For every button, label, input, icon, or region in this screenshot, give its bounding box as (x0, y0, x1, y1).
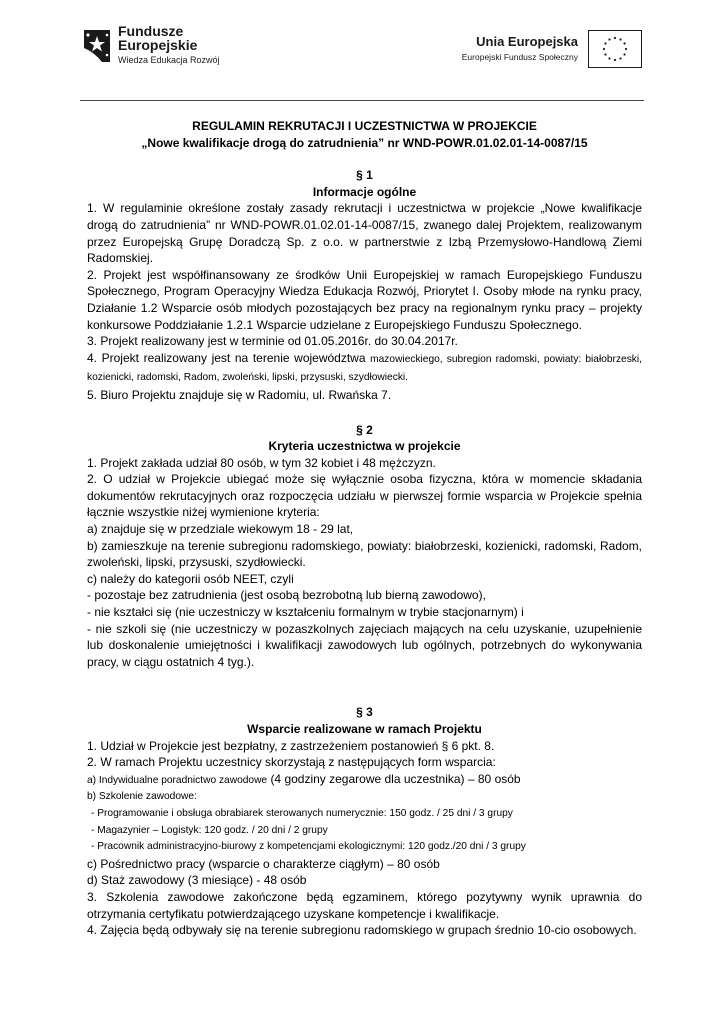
eu-star-icon (608, 38, 610, 40)
fe-logo-line3: Wiedza Edukacja Rozwój (118, 55, 220, 65)
eu-star-icon (623, 53, 625, 55)
section-2-item-c3: - nie szkoli się (nie uczestniczy w pozaszkolnych zajęciach mających na celu uzyskanie, uzupełnienie lub doskonalenie umiejętności i kwalifikacji zawodowych lub ogólnych, potrzebnych do wykonywania pracy, w ciągu ostatnich 4 tyg.). (87, 621, 642, 669)
section-1-paragraph-3: 3. Projekt realizowany jest w terminie od 01.05.2016r. do 30.04.2017r. (87, 334, 458, 349)
eu-star-icon (603, 48, 605, 50)
eu-star-icon (604, 42, 606, 44)
section-1-number: § 1 (356, 168, 373, 183)
document-title: REGULAMIN REKRUTACJI I UCZESTNICTWA W PROJEKCIE (192, 119, 537, 133)
section-3-item-b1: - Programowanie i obsługa obrabiarek sterowanych numerycznie: 150 godz. / 25 dni / 3 grupy (91, 807, 513, 819)
section-1-paragraph-1: 1. W regulaminie określone zostały zasady rekrutacji i uczestnictwa w projekcie „Nowe kwalifikacje drogą do zatrudnienia” nr WND-POWR.01.02.01-14-0087/15, zwanego dalej Projektem, realizowanym przez Europejską Grupę Doradczą Sp. z o.o. w partnerstwie z Izbą Przemysłowo-Handlową Ziemi Radomskiej. (87, 201, 642, 266)
section-2-item-b: b) zamieszkuje na terenie subregionu radomskiego, powiaty: białobrzeski, kozienicki, radomski, Radom, zwoleński, lipski, przysuski, szydłowiecki. (87, 538, 642, 570)
section-3-paragraph-2: 2. W ramach Projektu uczestnicy skorzystają z następujących form wsparcia: (87, 755, 496, 770)
section-1-title: Informacje ogólne (312, 184, 417, 199)
section-1-paragraph-5: 5. Biuro Projektu znajduje się w Radomiu, ul. Rwańska 7. (87, 387, 392, 402)
document-body (87, 118, 642, 939)
section-3-item-b2: - Magazynier – Logistyk: 120 godz. / 20 dni / 2 grupy (91, 824, 328, 836)
eu-flag-icon (588, 30, 642, 68)
section-1-paragraph-4-end: mazowieckiego, subregion radomski, powiaty: białobrzeski, kozienicki, radomski, Radom, zwoleński, lipski, przysuski, szydłowiecki. (87, 353, 642, 384)
section-2-item-c1: - pozostaje bez zatrudnienia (jest osobą bezrobotną lub bierną zawodowo), (87, 588, 486, 603)
section-1-paragraph-4 (87, 350, 642, 387)
section-1-paragraph-2: 2. Projekt jest współfinansowany ze środków Unii Europejskiej w ramach Europejskiego Funduszu Społecznego, Program Operacyjny Wiedza Edukacja Rozwój, Priorytet I. Osoby młode na rynku pracy, Działanie 1.2 Wsparcie osób młodych pozostających bez pracy na regionalnym rynku pracy – projekty konkursowe Poddziałanie 1.2.1 Wsparcie udzielane z Europejskiego Funduszu Społecznego. (87, 267, 642, 332)
section-3-paragraph-3: 3. Szkolenia zawodowe zakończone będą egzaminem, którego pozytywny wynik uprawnia do otrzymania certyfikatu potwierdzającego uzyskane kompetencje i kwalifikacje. (87, 889, 642, 921)
section-2-paragraph-1: 1. Projekt zakłada udział 80 osób, w tym 32 kobiet i 48 mężczyzn. (87, 455, 436, 470)
section-2-item-c2: - nie kształci się (nie uczestniczy w kształceniu formalnym w trybie stacjonarnym) i (87, 605, 524, 620)
section-3-item-b3: - Pracownik administracyjno-biurowy z kompetencjami ekologicznymi: 120 godz./20 dni / 3 grupy (91, 841, 526, 853)
section-2-paragraph-2: 2. O udział w Projekcie ubiegać może się wyłącznie osoba fizyczna, która w momencie składania dokumentów rekrutacyjnych oraz rozpoczęcia udziału w pierwszej formie wsparcia w Projekcie spełnia łącznie wszystkie niżej wymienione kryteria: (87, 472, 642, 520)
section-3-item-a-start: a) Indywidualne poradnictwo zawodowe (87, 774, 268, 786)
document-subtitle: „Nowe kwalifikacje drogą do zatrudnienia” nr WND-POWR.01.02.01-14-0087/15 (141, 135, 588, 150)
fe-logo-line2: Europejskie (118, 37, 198, 53)
section-2-item-c: c) należy do kategorii osób NEET, czyli (87, 571, 294, 586)
unia-europejska-logo (454, 30, 644, 70)
section-1-paragraph-4-start: 4. Projekt realizowany jest na terenie województwa (87, 350, 366, 365)
ue-logo-line1: Unia Europejska (476, 34, 578, 49)
section-2-title: Kryteria uczestnictwa w projekcie (268, 439, 461, 454)
eu-star-icon (604, 53, 606, 55)
section-3-item-c: c) Pośrednictwo pracy (wsparcie o charakterze ciągłym) – 80 osób (87, 856, 440, 871)
header-divider (80, 100, 644, 101)
fundusze-europejskie-emblem-icon (80, 26, 114, 66)
section-3-item-a-end: (4 godziny zegarowe dla uczestnika) – 80 osób (270, 771, 521, 786)
section-2-item-a: a) znajduje się w przedziale wiekowym 18 - 29 lat, (87, 522, 354, 537)
section-3-title: Wsparcie realizowane w ramach Projektu (247, 722, 482, 736)
ue-logo-line2: Europejski Fundusz Społeczny (461, 52, 578, 62)
eu-star-icon (625, 48, 627, 50)
eu-star-icon (619, 57, 621, 59)
section-3-item-b: b) Szkolenie zawodowe: (87, 791, 197, 803)
eu-star-icon (608, 57, 610, 59)
section-3-item-d: d) Staż zawodowy (3 miesiące) - 48 osób (87, 873, 307, 888)
fe-logo-line1: Fundusze (118, 23, 184, 39)
section-3-item-a (87, 771, 642, 790)
fundusze-europejskie-logo (80, 22, 240, 72)
section-2-number: § 2 (356, 422, 373, 437)
eu-star-icon (614, 59, 616, 61)
section-3-paragraph-4: 4. Zajęcia będą odbywały się na terenie subregionu radomskiego w grupach średnio 10-cio osobowych. (87, 923, 637, 938)
section-3-paragraph-1: 1. Udział w Projekcie jest bezpłatny, z zastrzeżeniem postanowień § 6 pkt. 8. (87, 738, 495, 753)
eu-star-icon (623, 42, 625, 44)
eu-star-icon (614, 37, 616, 39)
section-3-number: § 3 (356, 705, 373, 720)
eu-star-icon (619, 38, 621, 40)
